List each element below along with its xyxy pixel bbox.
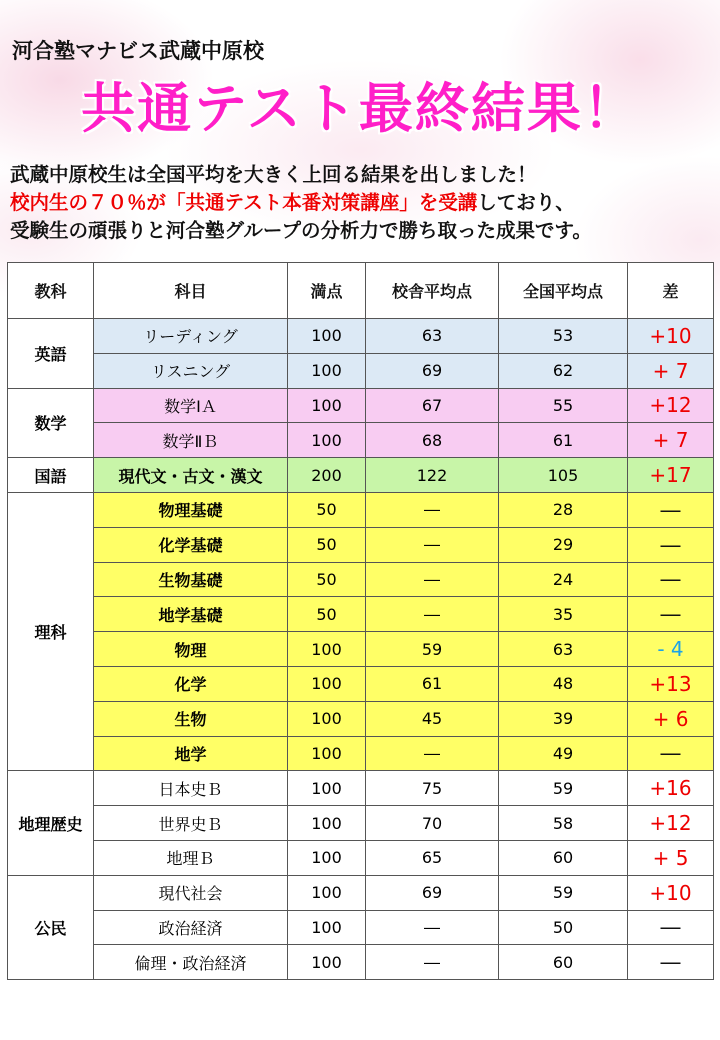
max-cell: 200 (288, 458, 366, 493)
national-avg-cell: 61 (499, 423, 628, 458)
subject-cell: 政治経済 (94, 910, 288, 945)
max-cell: 50 (288, 562, 366, 597)
description-line-2 (10, 189, 592, 217)
max-cell: 100 (288, 353, 366, 388)
subject-cell: 化学基礎 (94, 527, 288, 562)
subject-cell: リーディング (94, 319, 288, 354)
table-header-row (8, 263, 714, 319)
subject-cell: 現代社会 (94, 875, 288, 910)
table-row (8, 562, 714, 597)
diff-cell: + 7 (628, 353, 714, 388)
national-avg-cell: 29 (499, 527, 628, 562)
school-avg-cell: ― (366, 597, 499, 632)
national-avg-cell: 63 (499, 632, 628, 667)
header-school-average: 校舎平均点 (366, 263, 499, 319)
diff-cell: ― (628, 597, 714, 632)
national-avg-cell: 59 (499, 771, 628, 806)
diff-cell: +16 (628, 771, 714, 806)
table-row (8, 423, 714, 458)
national-avg-cell: 24 (499, 562, 628, 597)
subject-cell: 倫理・政治経済 (94, 945, 288, 980)
max-cell: 100 (288, 736, 366, 771)
national-avg-cell: 58 (499, 806, 628, 841)
max-cell: 100 (288, 319, 366, 354)
national-avg-cell: 55 (499, 388, 628, 423)
subject-cell: 生物 (94, 701, 288, 736)
diff-cell: +13 (628, 666, 714, 701)
table-row (8, 910, 714, 945)
diff-cell: +10 (628, 319, 714, 354)
school-avg-cell: ― (366, 562, 499, 597)
national-avg-cell: 60 (499, 945, 628, 980)
max-cell: 100 (288, 632, 366, 667)
max-cell: 100 (288, 910, 366, 945)
school-avg-cell: 63 (366, 319, 499, 354)
school-avg-cell: ― (366, 736, 499, 771)
header-national-average: 全国平均点 (499, 263, 628, 319)
results-table (7, 262, 714, 980)
description-line-3: 受験生の頑張りと河合塾グループの分析力で勝ち取った成果です。 (10, 219, 592, 242)
max-cell: 100 (288, 945, 366, 980)
table-row (8, 666, 714, 701)
max-cell: 50 (288, 527, 366, 562)
subject-cell: 数学ⅡＢ (94, 423, 288, 458)
max-cell: 100 (288, 423, 366, 458)
description-highlight: 校内生の７０％が「共通テスト本番対策講座」を受講 (10, 191, 478, 214)
diff-cell: +17 (628, 458, 714, 493)
national-avg-cell: 60 (499, 840, 628, 875)
table-row (8, 771, 714, 806)
subject-cell: 地学 (94, 736, 288, 771)
diff-cell: + 5 (628, 840, 714, 875)
table-row (8, 353, 714, 388)
diff-cell: +10 (628, 875, 714, 910)
school-avg-cell: ― (366, 492, 499, 527)
table-row (8, 492, 714, 527)
max-cell: 100 (288, 388, 366, 423)
description (10, 161, 592, 245)
national-avg-cell: 50 (499, 910, 628, 945)
max-cell: 100 (288, 701, 366, 736)
table-row (8, 597, 714, 632)
subject-cell: 現代文・古文・漢文 (94, 458, 288, 493)
national-avg-cell: 49 (499, 736, 628, 771)
table-row (8, 388, 714, 423)
max-cell: 100 (288, 840, 366, 875)
category-science: 理科 (8, 492, 94, 770)
school-avg-cell: 69 (366, 875, 499, 910)
school-avg-cell: 69 (366, 353, 499, 388)
subject-cell: 化学 (94, 666, 288, 701)
school-avg-cell: 70 (366, 806, 499, 841)
school-avg-cell: ― (366, 910, 499, 945)
category-math: 数学 (8, 388, 94, 458)
diff-cell: - 4 (628, 632, 714, 667)
diff-cell: ― (628, 492, 714, 527)
subject-cell: 数学ⅠＡ (94, 388, 288, 423)
header-subject: 科目 (94, 263, 288, 319)
diff-cell: ― (628, 945, 714, 980)
category-japanese: 国語 (8, 458, 94, 493)
school-avg-cell: 61 (366, 666, 499, 701)
table-row (8, 527, 714, 562)
table-row (8, 701, 714, 736)
school-avg-cell: 65 (366, 840, 499, 875)
school-avg-cell: 75 (366, 771, 499, 806)
max-cell: 100 (288, 666, 366, 701)
diff-cell: ― (628, 736, 714, 771)
school-avg-cell: ― (366, 945, 499, 980)
subject-cell: 世界史Ｂ (94, 806, 288, 841)
max-cell: 100 (288, 771, 366, 806)
table-row (8, 458, 714, 493)
diff-cell: +12 (628, 806, 714, 841)
diff-cell: ― (628, 562, 714, 597)
table-row (8, 736, 714, 771)
diff-cell: +12 (628, 388, 714, 423)
diff-cell: + 7 (628, 423, 714, 458)
header-max-score: 満点 (288, 263, 366, 319)
max-cell: 50 (288, 492, 366, 527)
school-name: 河合塾マナビス武蔵中原校 (12, 39, 264, 63)
subject-cell: 物理基礎 (94, 492, 288, 527)
description-line-2-rest: しており、 (477, 191, 575, 214)
school-avg-cell: 67 (366, 388, 499, 423)
national-avg-cell: 48 (499, 666, 628, 701)
table-row (8, 319, 714, 354)
national-avg-cell: 28 (499, 492, 628, 527)
national-avg-cell: 53 (499, 319, 628, 354)
diff-cell: ― (628, 527, 714, 562)
category-english: 英語 (8, 319, 94, 389)
header-difference: 差 (628, 263, 714, 319)
school-avg-cell: ― (366, 527, 499, 562)
national-avg-cell: 62 (499, 353, 628, 388)
national-avg-cell: 105 (499, 458, 628, 493)
max-cell: 100 (288, 806, 366, 841)
table-row (8, 875, 714, 910)
diff-cell: ― (628, 910, 714, 945)
school-avg-cell: 68 (366, 423, 499, 458)
subject-cell: 日本史Ｂ (94, 771, 288, 806)
subject-cell: リスニング (94, 353, 288, 388)
table-row (8, 945, 714, 980)
school-avg-cell: 45 (366, 701, 499, 736)
table-row (8, 840, 714, 875)
national-avg-cell: 35 (499, 597, 628, 632)
max-cell: 100 (288, 875, 366, 910)
subject-cell: 地理Ｂ (94, 840, 288, 875)
category-geo-history: 地理歴史 (8, 771, 94, 875)
category-civics: 公民 (8, 875, 94, 979)
page-title: 共通テスト最終結果！ (81, 77, 639, 140)
school-avg-cell: 122 (366, 458, 499, 493)
national-avg-cell: 59 (499, 875, 628, 910)
header-category: 教科 (8, 263, 94, 319)
diff-cell: + 6 (628, 701, 714, 736)
school-avg-cell: 59 (366, 632, 499, 667)
table-row (8, 806, 714, 841)
subject-cell: 物理 (94, 632, 288, 667)
description-line-1: 武蔵中原校生は全国平均を大きく上回る結果を出しました！ (10, 163, 537, 186)
subject-cell: 地学基礎 (94, 597, 288, 632)
subject-cell: 生物基礎 (94, 562, 288, 597)
table-row (8, 632, 714, 667)
national-avg-cell: 39 (499, 701, 628, 736)
max-cell: 50 (288, 597, 366, 632)
